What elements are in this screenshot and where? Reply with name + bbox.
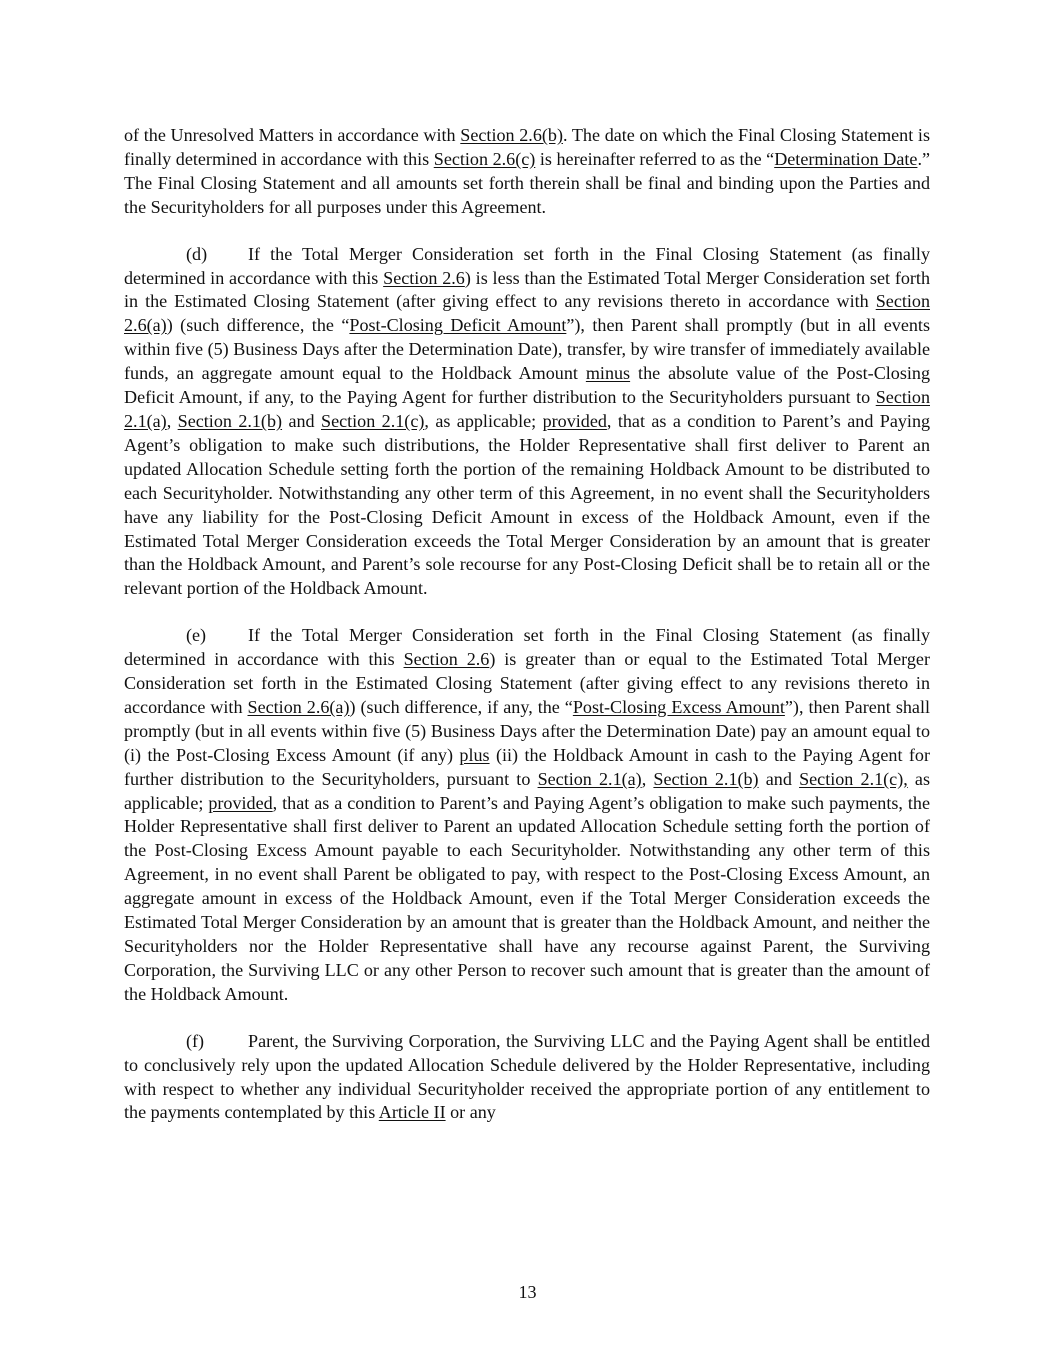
text-run: is hereinafter referred to as the “ <box>535 148 775 169</box>
emphasis-term: minus <box>585 363 631 384</box>
cross-reference: Section 2.1(c), <box>799 768 908 789</box>
text-run: ) is greater than or equal to the Estimated Total Merger Consideration set forth in the Estimated Closing Statement (after giving effect to any revisions thereto in accordance with <box>124 649 930 717</box>
text-run: of the Unresolved Matters in accordance with <box>124 125 461 145</box>
cross-reference: Section 2.6(b) <box>460 125 563 145</box>
emphasis-term: provided <box>542 410 607 431</box>
cross-reference: Section 2.6 <box>383 267 465 288</box>
paragraph-label: (d) <box>186 243 208 264</box>
text-run: If the Total Merger Consideration set forth in the Final Closing Statement (as finally determined in accordance with this <box>124 625 930 670</box>
defined-term: Post-Closing Deficit Amount <box>349 315 567 336</box>
text-run: . The date on which the Final Closing Statement is finally determined in accordance with this <box>124 125 931 169</box>
cross-reference: Article II <box>378 1102 446 1123</box>
emphasis-term: provided <box>208 792 273 813</box>
paragraph-c-continuation <box>124 124 930 220</box>
text-run: ) (such difference, the “ <box>166 315 350 336</box>
text-run: , <box>641 768 654 789</box>
paragraph-e <box>124 624 930 1007</box>
text-run: ”), then Parent shall promptly (but in all events within five (5) Business Days after the Determination Date) pay an amount equal to (i) the Post-Closing Excess Amount (if any) <box>124 696 930 765</box>
text-run: ) (such difference, if any, the “ <box>349 696 573 717</box>
defined-term: Post-Closing Excess Amount <box>572 696 785 717</box>
cross-reference: Section 2.1(c) <box>321 410 425 431</box>
text-run: ) is less than the Estimated Total Merger Consideration set forth in the Estimated Closing Statement (after giving effect to any revisions thereto in accordance with <box>124 267 930 312</box>
cross-reference: Section 2.1(b) <box>177 410 283 431</box>
paragraph-label: (e) <box>186 625 207 646</box>
text-run: and <box>282 410 321 431</box>
cross-reference: Section 2.6(a) <box>247 696 350 717</box>
document-page <box>124 124 930 1148</box>
text-run: , <box>166 410 178 431</box>
text-run: , as applicable; <box>424 410 543 431</box>
cross-reference: Section 2.1(b) <box>653 768 759 789</box>
text-run: , that as a condition to Parent’s and Paying Agent’s obligation to make such distributions, the Holder Representative shall first deliver to Parent an updated Allocation Schedule setting forth the portion of the remaining Holdback Amount to be distributed to each Securityholder. Notwithstanding any other term of this Agreement, in no event shall the Securityholders have any liability for the Post-Closing Deficit Amount in excess of the Holdback Amount, even if the Estimated Total Merger Consideration exceeds the Total Merger Consideration by an amount that is greater than the Holdback Amount, and Parent’s sole recourse for any Post-Closing Deficit shall be to retain all or the relevant portion of the Holdback Amount. <box>124 410 931 599</box>
paragraph-label: (f) <box>186 1030 205 1051</box>
paragraph-f <box>124 1030 930 1126</box>
text-run: or any <box>445 1102 496 1123</box>
text-run: as applicable; <box>124 768 930 813</box>
cross-reference: Section 2.1(a) <box>124 387 930 431</box>
paragraph-d <box>124 243 930 602</box>
text-run: ”), then Parent shall promptly (but in all events within five (5) Business Days after the Determination Date), transfer, by wire transfer of immediately available funds, an aggregate amount equal to the Holdback Amount <box>124 315 930 384</box>
cross-reference: Section 2.6 <box>403 649 490 670</box>
text-run: , that as a condition to Parent’s and Paying Agent’s obligation to make such payments, the Holder Representative shall first deliver to Parent an updated Allocation Schedule setting forth the portion of the Post-Closing Excess Amount payable to each Securityholder. Notwithstanding any other term of this Agreement, in no event shall Parent be obligated to pay, with respect to the Post-Closing Excess Amount, an aggregate amount in excess of the Holdback Amount, even if the Total Merger Consideration exceeds the Estimated Total Merger Consideration by an amount that is greater than the Holdback Amount, and neither the Securityholders nor the Holder Representative shall have any recourse against Parent, the Surviving Corporation, the Surviving LLC or any other Person to recover such amount that is greater than the amount of the Holdback Amount. <box>124 792 930 1004</box>
cross-reference: Section 2.6(a) <box>124 291 930 336</box>
text-run: Parent, the Surviving Corporation, the Surviving LLC and the Paying Agent shall be entitled to conclusively rely upon the updated Allocation Schedule delivered by the Holder Representative, including with respect to whether any individual Securityholder received the appropriate portion of any entitlement to the payments contemplated by this <box>124 1030 930 1123</box>
text-run: (ii) the Holdback Amount in cash to the Paying Agent for further distribution to the Securityholders, pursuant to <box>124 744 930 789</box>
cross-reference: Section 2.6(c) <box>433 148 536 169</box>
page-number: 13 <box>518 1282 537 1302</box>
emphasis-term: plus <box>459 744 490 765</box>
cross-reference: Section 2.1(a) <box>537 768 642 789</box>
text-run: If the Total Merger Consideration set forth in the Final Closing Statement (as finally determined in accordance with this <box>124 243 930 288</box>
text-run: and <box>758 768 800 789</box>
text-run: .” The Final Closing Statement and all amounts set forth therein shall be final and binding upon the Parties and the Securityholders for all purposes under this Agreement. <box>124 148 930 217</box>
text-run: the absolute value of the Post-Closing Deficit Amount, if any, to the Paying Agent for further distribution to the Securityholders pursuant to <box>124 363 931 408</box>
defined-term: Determination Date <box>774 148 918 169</box>
